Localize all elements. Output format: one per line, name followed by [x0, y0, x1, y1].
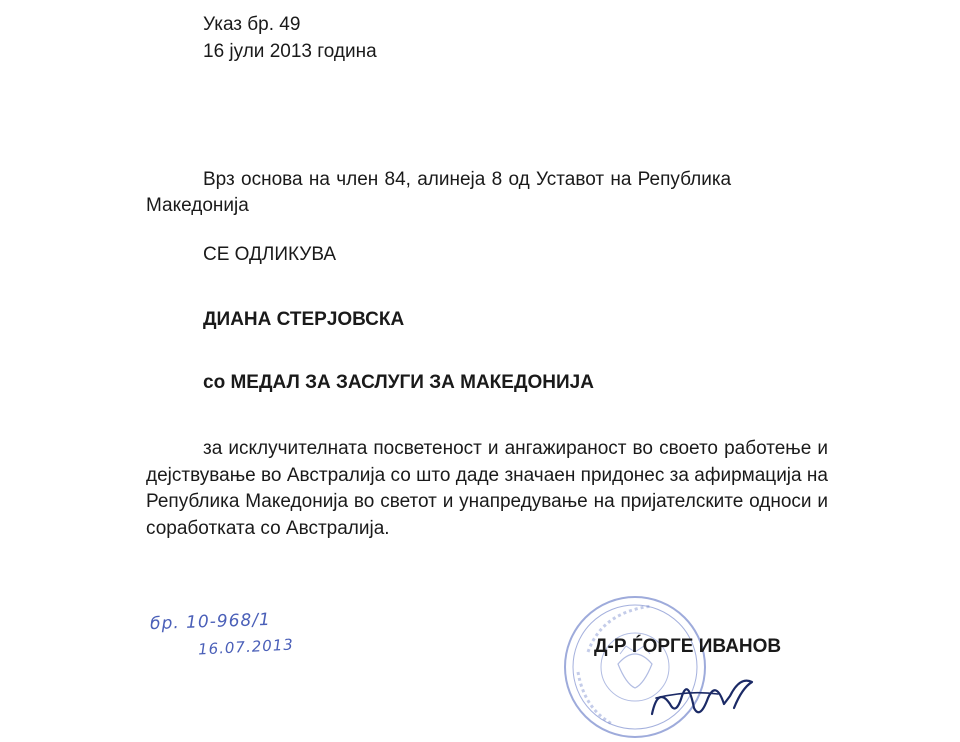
decree-date: 16 јули 2013 година [203, 41, 377, 62]
signatory-name: Д-Р ЃОРГЕ ИВАНОВ [594, 636, 782, 657]
handwritten-signature [648, 668, 758, 720]
registry-date: 16.07.2013 [197, 635, 295, 659]
award-line [203, 370, 594, 396]
award-reason: за исклучителната посветеност и ангажираност во своето работење и дејствување во Австралија со што даде значаен придонес за афирмација на Република Македонија во светот и унапредување на пријателските односи и соработката со Австралија. [146, 438, 828, 539]
decree-number: Указ бр. 49 [203, 14, 301, 35]
recipient-name: ДИАНА СТЕРЈОВСКА [203, 309, 405, 330]
action-heading: СЕ ОДЛИКУВА [203, 244, 337, 265]
legal-basis-line-1: Врз основа на член 84, алинеја 8 од Уставот на Република [203, 169, 732, 190]
registry-number: бр. 10-968/1 [149, 609, 272, 635]
legal-basis-line-2: Македонија [146, 195, 249, 216]
award-prefix: со [203, 372, 226, 393]
award-name: МЕДАЛ ЗА ЗАСЛУГИ ЗА МАКЕДОНИЈА [230, 372, 594, 393]
